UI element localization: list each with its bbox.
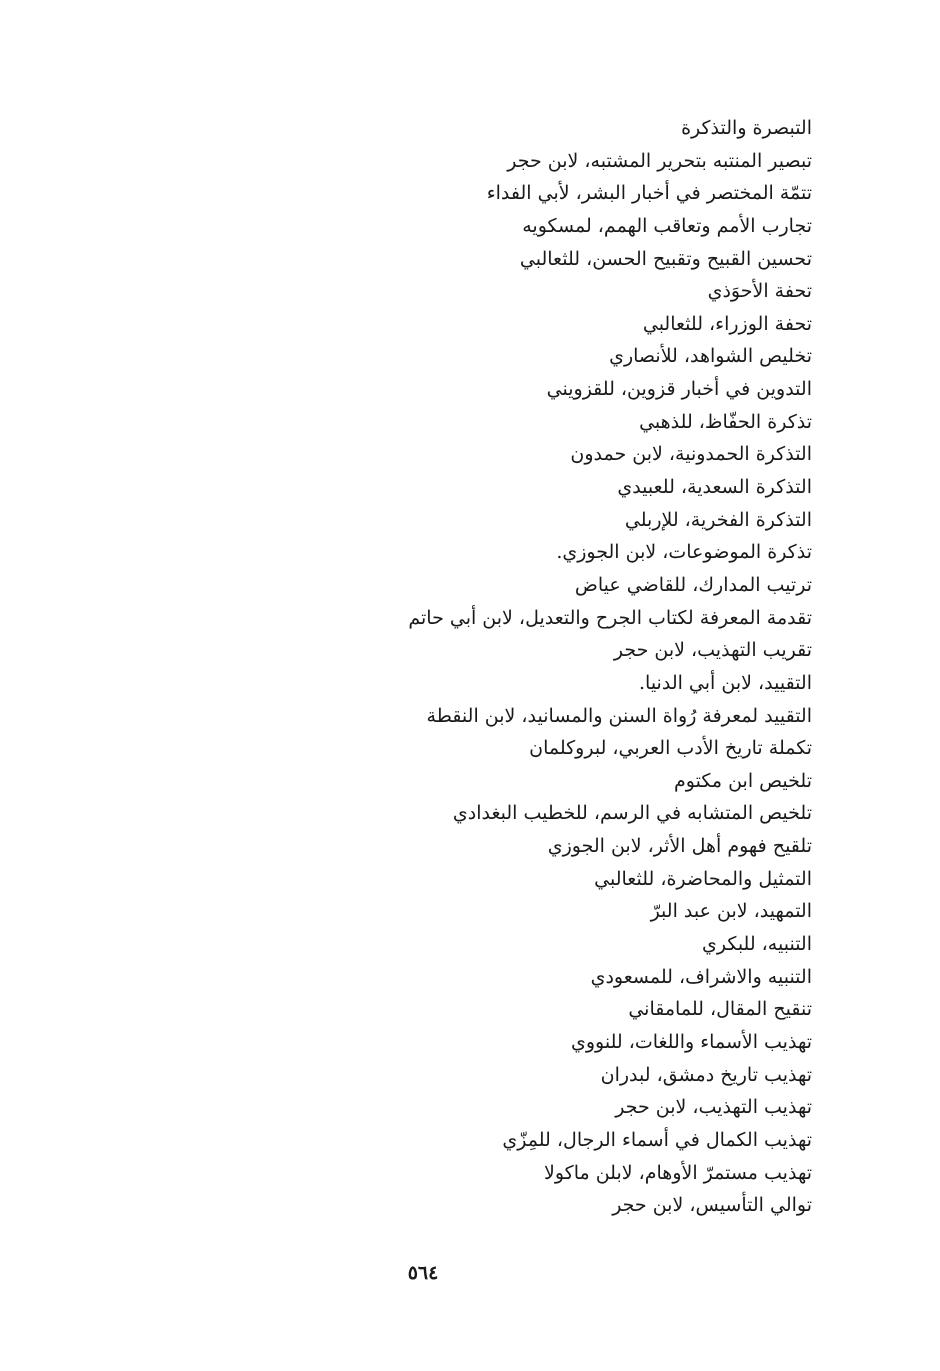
list-item: تخليص الشواهد، للأنصاري bbox=[609, 345, 812, 368]
bibliography-list bbox=[252, 112, 812, 1222]
list-item: تبصير المنتبه بتحرير المشتبه، لابن حجر bbox=[507, 149, 812, 172]
list-item: التذكرة الفخرية، للإربلي bbox=[624, 508, 812, 531]
list-item: تحفة الأحوَذي bbox=[707, 280, 812, 303]
list-item: التنبيه، للبكري bbox=[701, 933, 812, 956]
list-item: تهذيب الأسماء واللغات، للنووي bbox=[570, 1030, 812, 1053]
list-item: تجارب الأمم وتعاقب الهمم، لمسكويه bbox=[522, 214, 812, 237]
list-item: التنبيه والاشراف، للمسعودي bbox=[590, 965, 812, 988]
list-item: تهذيب الكمال في أسماء الرجال، للمِزّي bbox=[502, 1128, 812, 1151]
list-item: تلخيص ابن مكتوم bbox=[674, 769, 812, 792]
list-item: تذكرة الحفّاظ، للذهبي bbox=[639, 410, 812, 433]
list-item: تحفة الوزراء، للثعالبي bbox=[642, 312, 812, 335]
list-item: التذكرة الحمدونية، لابن حمدون bbox=[570, 443, 812, 466]
list-item: تلقيح فهوم أهل الأثر، لابن الجوزي bbox=[547, 835, 812, 858]
list-item: تحسين القبيح وتقبيح الحسن، للثعالبي bbox=[519, 247, 812, 270]
page-number: ٥٦٤ bbox=[407, 1262, 439, 1284]
list-item: توالي التأسيس، لابن حجر bbox=[612, 1194, 812, 1217]
list-item: التذكرة السعدية، للعبيدي bbox=[617, 476, 812, 499]
list-item: التقييد، لابن أبي الدنيا. bbox=[639, 671, 812, 694]
list-item: تهذيب مستمرّ الأوهام، لابلن ماكولا bbox=[544, 1161, 812, 1184]
list-item: تتمّة المختصر في أخبار البشر، لأبي الفداء bbox=[486, 182, 812, 205]
list-item: التدوين في أخبار قزوين، للقزويني bbox=[546, 378, 812, 401]
list-item: تقدمة المعرفة لكتاب الجرح والتعديل، لابن أبي حاتم bbox=[408, 606, 812, 629]
list-item: تقريب التهذيب، لابن حجر bbox=[613, 639, 812, 662]
list-item: تكملة تاريخ الأدب العربي، لبروكلمان bbox=[529, 737, 812, 760]
list-item: تنقيح المقال، للمامقاني bbox=[628, 998, 812, 1021]
list-item: تذكرة الموضوعات، لابن الجوزي. bbox=[556, 541, 812, 564]
list-item: ترتيب المدارك، للقاضي عياض bbox=[574, 573, 812, 596]
list-item: التمثيل والمحاضرة، للثعالبي bbox=[594, 867, 812, 890]
list-item: تهذيب التهذيب، لابن حجر bbox=[615, 1096, 812, 1119]
list-item: التمهيد، لابن عبد البرّ bbox=[650, 900, 812, 923]
list-item: تلخيص المتشابه في الرسم، للخطيب البغدادي bbox=[452, 802, 812, 825]
list-item: التبصرة والتذكرة bbox=[681, 117, 812, 139]
list-item: تهذيب تاريخ دمشق، لبدران bbox=[600, 1063, 812, 1086]
list-item: التقييد لمعرفة رُواة السنن والمسانيد، لابن النقطة bbox=[426, 704, 812, 727]
